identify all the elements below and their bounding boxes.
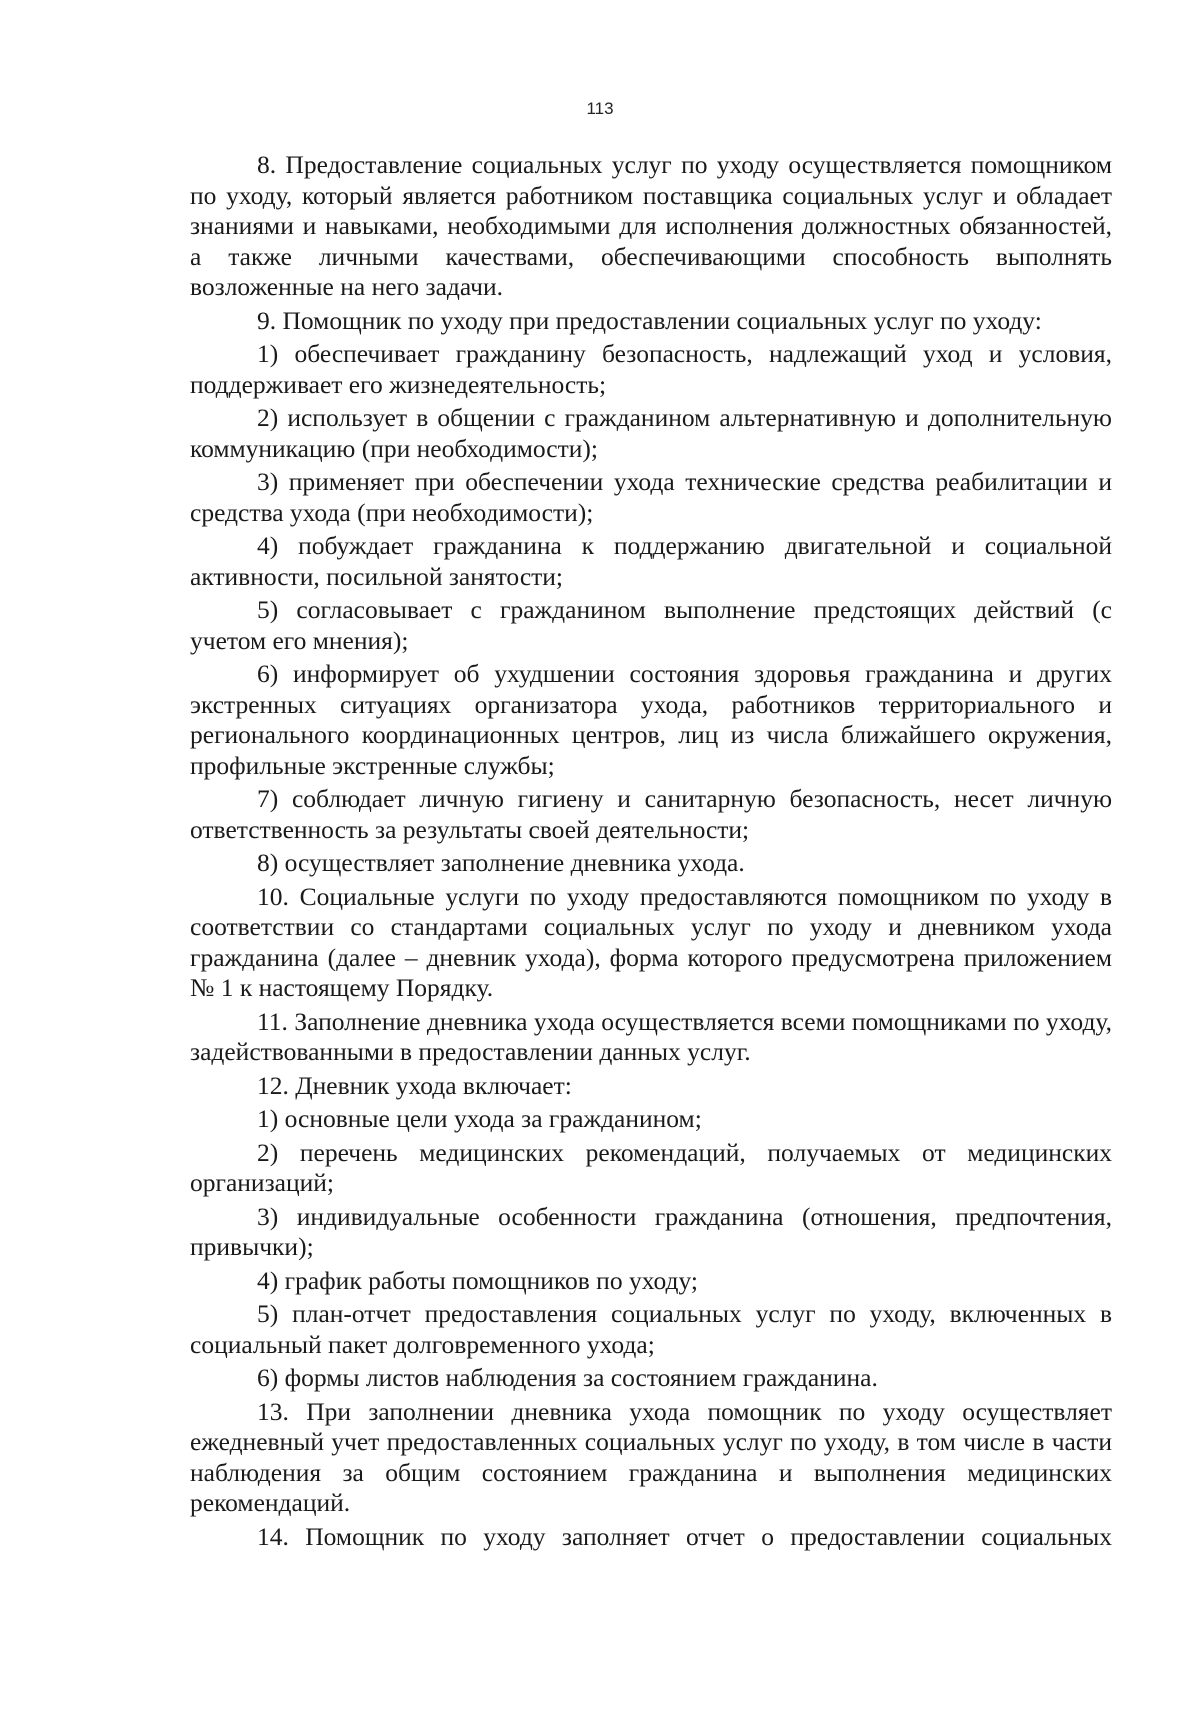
- paragraph-10: 10. Социальные услуги по уходу предоставляются помощником по уходу в соответствии со стандартами социальных услуг по уходу и дневником ухода гражданина (далее – дневник ухода), форма которого предусмотрена приложением № 1 к настоящему Порядку.: [190, 881, 1112, 1002]
- paragraph-9-item-8: 8) осуществляет заполнение дневника ухода.: [257, 848, 745, 877]
- paragraph-9-item-7: 7) соблюдает личную гигиену и санитарную безопасность, несет личную ответственность за результаты своей деятельности;: [190, 784, 1112, 844]
- page-number: 113: [586, 99, 614, 118]
- paragraph-13: 13. При заполнении дневника ухода помощник по уходу осуществляет ежедневный учет предоставленных социальных услуг по уходу, в том числе в части наблюдения за общим состоянием гражданина и выполнения медицинских рекомендаций.: [190, 1396, 1112, 1517]
- document-body: [190, 150, 1112, 1555]
- paragraph-12-item-1: 1) основные цели ухода за гражданином;: [257, 1104, 702, 1133]
- paragraph-9-item-4: 4) побуждает гражданина к поддержанию двигательной и социальной активности, посильной занятости;: [190, 531, 1112, 591]
- paragraph-8: 8. Предоставление социальных услуг по уходу осуществляется помощником по уходу, который является работником поставщика социальных услуг и обладает знаниями и навыками, необходимыми для исполнения должностных обязанностей, а также личными качествами, обеспечивающими способность выполнять возложенные на него задачи.: [190, 150, 1112, 301]
- paragraph-9-item-1: 1) обеспечивает гражданину безопасность, надлежащий уход и условия, поддерживает его жизнедеятельность;: [190, 339, 1112, 399]
- paragraph-11: 11. Заполнение дневника ухода осуществляется всеми помощниками по уходу, задействованными в предоставлении данных услуг.: [190, 1006, 1112, 1066]
- paragraph-12-item-5: 5) план-отчет предоставления социальных услуг по уходу, включенных в социальный пакет долговременного ухода;: [190, 1299, 1112, 1359]
- paragraph-12-item-4: 4) график работы помощников по уходу;: [257, 1265, 698, 1295]
- paragraph-9-item-2: 2) использует в общении с гражданином альтернативную и дополнительную коммуникацию (при необходимости);: [190, 403, 1112, 463]
- paragraph-9-item-5: 5) согласовывает с гражданином выполнение предстоящих действий (с учетом его мнения);: [190, 595, 1112, 655]
- paragraph-12-item-2: 2) перечень медицинских рекомендаций, получаемых от медицинских организаций;: [190, 1137, 1112, 1197]
- paragraph-9-item-3: 3) применяет при обеспечении ухода технические средства реабилитации и средства ухода (при необходимости);: [190, 467, 1112, 527]
- paragraph-12-item-6: 6) формы листов наблюдения за состоянием гражданина.: [257, 1363, 878, 1392]
- paragraph-12-item-3: 3) индивидуальные особенности гражданина (отношения, предпочтения, привычки);: [190, 1201, 1112, 1261]
- paragraph-9-item-6: 6) информирует об ухудшении состояния здоровья гражданина и других экстренных ситуациях организатора ухода, работников территориального и регионального координационных центров, лиц из числа ближайшего окружения, профильные экстренные службы;: [190, 659, 1112, 780]
- paragraph-14: 14. Помощник по уходу заполняет отчет о предоставлении социальных: [257, 1521, 1112, 1551]
- paragraph-12: 12. Дневник ухода включает:: [257, 1070, 572, 1100]
- paragraph-9: 9. Помощник по уходу при предоставлении социальных услуг по уходу:: [257, 305, 1042, 335]
